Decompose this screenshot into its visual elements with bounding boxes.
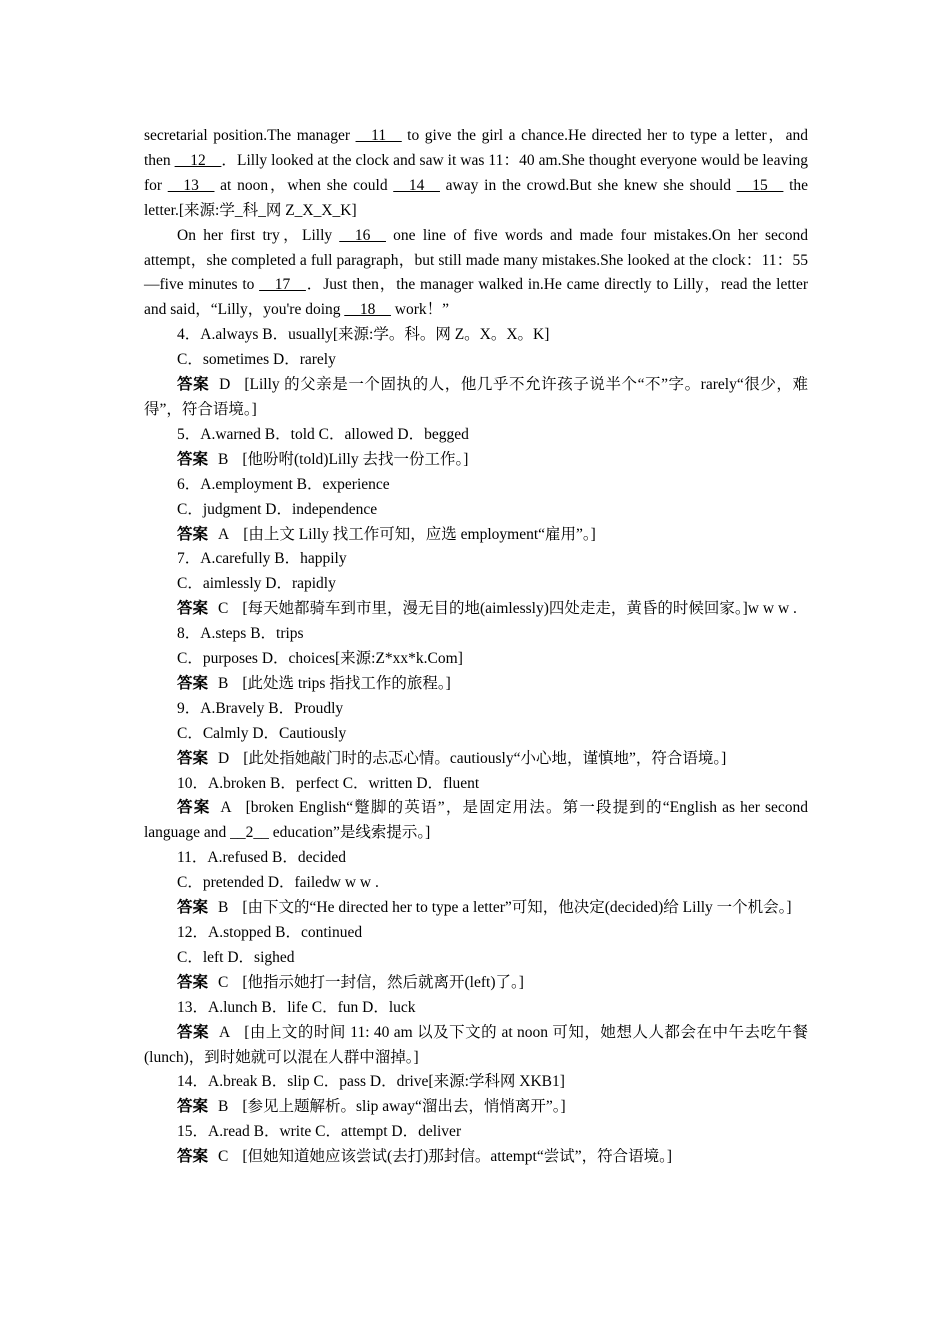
answer-explanation: [144, 796, 808, 846]
answer-key: A: [220, 799, 232, 817]
option-line: C．purposes D．choices[来源:Z*xx*k.Com]: [177, 650, 463, 668]
question-list: [144, 323, 808, 1170]
answer-explanation: [144, 373, 808, 423]
passage-text: ．Just then，the manager walked in.He came directly to Lilly，read the letter and said，“Lilly，you're doing: [144, 276, 808, 319]
answer-key: B: [218, 899, 229, 917]
answer-label: 答案: [177, 899, 209, 917]
answer-label: 答案: [177, 450, 209, 468]
passage-text: away in the crowd.But she knew she should: [439, 176, 737, 194]
answer-text: [此处选 trips 指找工作的旅程。]: [242, 674, 451, 692]
option-line: C．Calmly D．Cautiously: [177, 724, 347, 742]
answer-label: 答案: [177, 376, 210, 394]
option-line: 5．A.warned B．told C．allowed D．begged: [177, 425, 469, 443]
option-line: C．aimlessly D．rapidly: [177, 575, 336, 593]
answer-blank: __16__: [339, 226, 386, 244]
option-line: C．pretended D．failedw w w .: [177, 874, 379, 892]
passage-text: On her first try，Lilly: [177, 226, 340, 244]
answer-text: [Lilly 的父亲是一个固执的人，他几乎不允许孩子说半个“不”字。rarely“很少，难得”，符合语境。]: [144, 376, 808, 418]
answer-label: 答案: [177, 525, 209, 543]
answer-key: B: [218, 1098, 229, 1116]
answer-key: B: [218, 674, 229, 692]
passage-text: ．Lilly looked at the clock and saw it was 11：40 am.She thought everyone would be leaving for: [144, 151, 808, 194]
answer-text: [他指示她打一封信，然后就离开(left)了。]: [242, 973, 524, 991]
answer-explanation: [144, 1145, 808, 1170]
answer-text: [每天她都骑车到市里，漫无目的地(aimlessly)四处走走，黄昏的时候回家。]w w w .: [242, 600, 797, 618]
answer-text: [参见上题解析。slip away“溜出去，悄悄离开”。]: [242, 1098, 566, 1116]
option-line: 9．A.Bravely B．Proudly: [177, 699, 344, 717]
passage-text: at noon，when she could: [214, 176, 394, 194]
answer-label: 答案: [177, 600, 209, 618]
answer-label: 答案: [177, 1098, 209, 1116]
answer-key: A: [219, 1023, 231, 1041]
answer-blank: __18__: [344, 301, 391, 319]
answer-label: 答案: [177, 749, 209, 767]
answer-text: [他吩咐(told)Lilly 去找一份工作。]: [242, 450, 469, 468]
answer-blank: __11__: [355, 127, 402, 144]
passage-text: to give the girl a chance.He directed her to type a letter，and then: [144, 127, 808, 169]
passage-text: work！”: [390, 301, 450, 319]
answer-key: C: [218, 600, 229, 618]
passage-text: one line of five words and made four mistakes.On her second attempt，she completed a full paragraph，but still made many mistakes.She looked at the clock：11：55—five minutes to: [144, 226, 808, 294]
answer-explanation: [144, 1021, 808, 1071]
option-line: 12．A.stopped B．continued: [177, 924, 363, 941]
passage-paragraph-1: [144, 124, 808, 224]
answer-key: A: [218, 525, 230, 543]
passage-text: the letter.[来源:学_科_网 Z_X_X_K]: [144, 176, 809, 219]
answer-label: 答案: [177, 1148, 209, 1166]
option-line: C．left D．sighed: [177, 948, 295, 966]
answer-explanation: [144, 448, 808, 473]
answer-blank: __17__: [259, 276, 306, 294]
answer-blank: __14__: [393, 176, 440, 194]
answer-explanation: [144, 971, 808, 996]
answer-key: D: [218, 749, 230, 767]
answer-explanation: [144, 747, 808, 772]
answer-explanation: [144, 597, 808, 622]
answer-text: [由上文 Lilly 找工作可知，应选 employment“雇用”。]: [243, 525, 596, 543]
answer-blank: __12__: [174, 151, 222, 169]
answer-blank: __15__: [736, 176, 784, 194]
answer-blank: __13__: [167, 176, 215, 194]
answer-key: C: [218, 1148, 229, 1166]
answer-key: C: [218, 973, 229, 991]
answer-key: D: [219, 376, 231, 394]
passage-text: secretarial position.The manager: [144, 127, 356, 144]
option-line: 7．A.carefully B．happily: [177, 550, 347, 568]
document-page: [144, 124, 808, 1170]
option-line: C．sometimes D．rarely: [177, 351, 336, 369]
option-line: 8．A.steps B．trips: [177, 625, 304, 643]
answer-key: B: [218, 450, 229, 468]
option-line: 10．A.broken B．perfect C．written D．fluent: [177, 774, 480, 792]
option-line: 15．A.read B．write C．attempt D．deliver: [177, 1123, 462, 1141]
answer-text: [broken English“蹩脚的英语”，是固定用法。第一段提到的“English as her second language and __2__ education”是线索提示。]: [144, 799, 808, 842]
answer-label: 答案: [177, 674, 209, 692]
option-line: 13．A.lunch B．life C．fun D．luck: [177, 998, 416, 1016]
answer-label: 答案: [177, 973, 209, 991]
option-line: C．judgment D．independence: [177, 500, 378, 518]
option-line: 11．A.refused B．decided: [177, 849, 347, 867]
passage-paragraph-2: [144, 224, 808, 324]
answer-label: 答案: [177, 799, 211, 817]
answer-text: [但她知道她应该尝试(去打)那封信。attempt“尝试”，符合语境。]: [242, 1148, 673, 1166]
answer-explanation: [144, 672, 808, 697]
option-line: 14．A.break B．slip C．pass D．drive[来源:学科网 XKB1]: [177, 1073, 565, 1091]
option-line: 4．A.always B．usually[来源:学。科。网 Z。X。X。K]: [177, 326, 550, 344]
answer-explanation: [144, 896, 808, 921]
answer-text: [此处指她敲门时的忐忑心情。cautiously“小心地，谨慎地”，符合语境。]: [243, 749, 727, 767]
option-line: 6．A.employment B．experience: [177, 475, 390, 493]
answer-label: 答案: [177, 1023, 210, 1041]
answer-explanation: [144, 1095, 808, 1120]
answer-explanation: [144, 523, 808, 548]
answer-text: [由上文的时间 11: 40 am 以及下文的 at noon 可知，她想人人都会在中午去吃午餐(lunch)，到时她就可以混在人群中溜掉。]: [144, 1023, 808, 1066]
answer-text: [由下文的“He directed her to type a letter”可知，他决定(decided)给 Lilly 一个机会。]: [242, 899, 792, 917]
